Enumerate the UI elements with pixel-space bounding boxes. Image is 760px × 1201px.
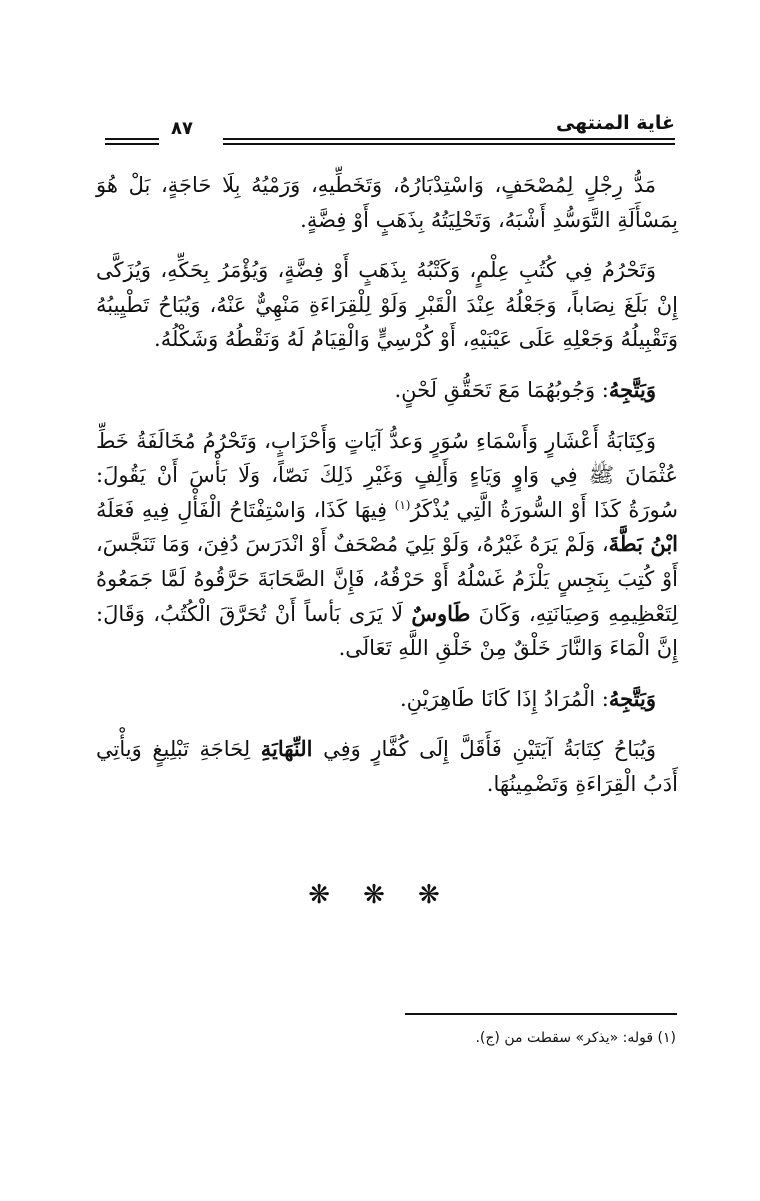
book-title: غاية المنتهى xyxy=(555,112,675,134)
paragraph-text: وَيُبَاحُ كِتَابَةُ آيَتَيْنِ فَأَقَلَّ إِلَى كُفَّارٍ وَفِي xyxy=(312,737,657,762)
yattajih-lead: وَيَتَّجِهُ xyxy=(608,685,656,711)
footnote-rule xyxy=(405,1013,677,1015)
yattajih-lead: وَيَتَّجِهُ xyxy=(608,376,656,402)
paragraph-text: ، وَلَمْ يَرَهُ غَيْرُهُ، وَلَوْ بَلِيَ مُصْحَفٌ أَوْ انْدَرَسَ دُفِنَ، وَمَا تَنَجَّسَ، أَوْ كُتِبَ بِنَجِسٍ يَلْزَمُ غَسْلُهُ أَوْ حَرْقُهُ، فَإِنَّ الصَّحَابَةَ حَرَّقُوهُ لَمَّا جَمَعُوهُ لِتَعْظِيمِهِ وَصِيَانَتِهِ، وَكَانَ xyxy=(96,532,678,626)
paragraph-text: : وَجُوبُهُمَا مَعَ تَحَقُّقِ لَحْنٍ. xyxy=(394,377,609,402)
paragraph xyxy=(96,168,678,237)
header-rule-short-top xyxy=(105,138,159,140)
header-rule-long-bottom xyxy=(223,143,675,145)
paragraph xyxy=(96,253,678,357)
paragraph-text: لَا يَرَى بَأساً أَنْ تُحَرَّقَ الْكُتُبُ، وَقَالَ: إِنَّ الْمَاءَ وَالنَّارَ خَلْقٌ مِنْ خَلْقِ اللَّهِ تَعَالَى. xyxy=(96,601,678,661)
book-name: النِّهَايَةِ xyxy=(260,736,313,762)
person-name: طَاوسٌ xyxy=(411,600,471,626)
header-rule-long-top xyxy=(223,138,675,140)
paragraph xyxy=(96,682,678,717)
header-rule-short-bottom xyxy=(105,143,159,145)
person-name: ابْنُ بَطَّةَ xyxy=(608,531,679,557)
paragraph-text: : الْمُرَادُ إِذَا كَانَا طَاهِرَيْنِ. xyxy=(399,686,609,711)
paragraph-text: مَدُّ رِجْلٍ لِمُصْحَفٍ، وَاسْتِدْبَارُهُ، وَتَخَطِّيهِ، وَرَمْيُهُ بِلَا حَاجَةٍ، بَلْ هُوَ بِمَسْأَلَةِ التَّوَسُّدِ أَشْبَهُ، وَتَحْلِيَتُهُ بِذَهَبٍ أَوْ فِضَّةٍ. xyxy=(96,173,678,232)
footnote: (١) قوله: «يذكر» سقطت من (ج). xyxy=(475,1030,676,1046)
paragraph-text: فِيهَا كَذَا، وَاسْتِفْتَاحُ الْفَأْلِ فِيهِ فَعَلَهُ xyxy=(96,497,395,522)
main-text xyxy=(96,168,678,818)
paragraph-text: لِحَاجَةِ تَبْلِيغٍ وَيأْتِي أَدَبُ الْقِرَاءَةِ وَتَضْمِينُهَا. xyxy=(96,737,678,796)
paragraph-text: وَكِتَابَةُ أَعْشَارٍ وَأَسْمَاءِ سُوَرٍ وَعدُّ آيَاتٍ وَأَحْزَابٍ، وَتَحْرُمُ مُخَالَفَةُ خَطِّ عُثْمَانَ ﷺ فِي وَاوٍ وَيَاءٍ وَأَلِفٍ وَغَيْرِ ذَلِكَ نَصّاً، وَلَا بَأْسَ أَنْ يَقُولَ: سُورَةُ كَذَا أَوْ السُّورَةُ الَّتِي يُذْكَرُ xyxy=(96,428,679,522)
paragraph xyxy=(96,732,678,801)
page-number: ٨٧ xyxy=(171,118,193,139)
paragraph xyxy=(96,373,678,408)
paragraph-text: وَتَحْرُمُ فِي كُتُبِ عِلْمٍ، وَكَتْبُهُ بِذَهَبٍ أَوْ فِضَّةٍ، وَيُؤْمَرُ بِحَكِّهِ، وَيُزَكَّى إِنْ بَلَغَ نِصَاباً، وَجَعْلُهُ عِنْدَ الْقَبْرِ وَلَوْ لِلْقِرَاءَةِ مَنْهِيٌّ عَنْهُ، وَيُبَاحُ تَطْيِيبُهُ وَتَقْبِيلُهُ وَجَعْلِهِ عَلَى عَيْنَيْهِ، أَوْ كُرْسِيٍّ وَالْقِيَامُ لَهُ وَنَقْطُهُ وَشَكْلُهُ. xyxy=(96,258,678,352)
page-header xyxy=(105,112,675,152)
section-separator: ❋ ❋ ❋ xyxy=(308,880,452,910)
paragraph xyxy=(96,424,678,666)
footnote-marker[interactable]: (١) xyxy=(394,497,411,512)
